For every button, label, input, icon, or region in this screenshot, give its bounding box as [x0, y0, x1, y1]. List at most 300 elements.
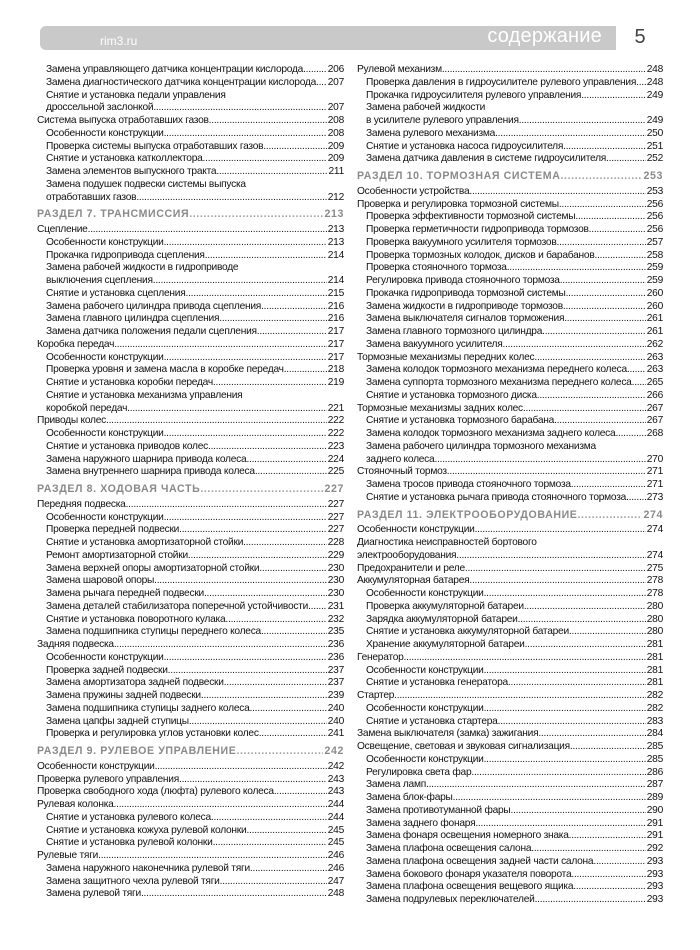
toc-entry-title: Замена подушек подвески системы выпуска: [46, 178, 246, 190]
toc-subentry[interactable]: [357, 881, 663, 894]
toc-entry-title: Замена плафона освещения задней части салона: [366, 855, 594, 867]
dot-leader: [594, 250, 645, 263]
toc-entry-title: Стартер: [357, 690, 395, 701]
toc-subentry[interactable]: [357, 614, 663, 627]
dot-leader: [204, 588, 327, 601]
toc-subentry[interactable]: [37, 614, 344, 627]
toc-subentry[interactable]: [37, 888, 344, 901]
toc-entry-title: Снятие и установка тормозного диска: [366, 389, 537, 401]
toc-entry-page: 253: [646, 185, 663, 197]
toc-entry-title: Особенности конструкции: [366, 702, 484, 714]
toc-entry-page: 248: [327, 888, 344, 900]
toc-subentry[interactable]: [37, 665, 344, 678]
toc-entry-page: 217: [327, 351, 344, 363]
dot-leader: [179, 774, 327, 787]
toc-entry[interactable]: [37, 799, 344, 812]
dot-leader: [484, 703, 646, 716]
toc-subentry[interactable]: [357, 339, 663, 352]
toc-entry-page: 280: [646, 626, 663, 638]
dot-leader: [246, 454, 326, 467]
toc-entry-title: Зарядка аккумуляторной батареи: [366, 613, 518, 625]
toc-subentry[interactable]: [357, 390, 663, 403]
toc-entry[interactable]: [357, 652, 663, 665]
toc-entry-page: 270: [646, 453, 663, 465]
toc-entry-title: Проверка давления в гидроусилителе рулевого управления: [366, 76, 637, 88]
toc-entry-page: 259: [646, 262, 663, 274]
toc-entry-title: Генератор: [357, 651, 404, 663]
toc-subentry[interactable]: [37, 301, 344, 314]
section-title: содержание: [487, 25, 602, 47]
toc-entry[interactable]: [357, 537, 663, 563]
toc-entry-title: Замена датчика положения педали сцепления: [46, 326, 257, 337]
toc-subentry[interactable]: [357, 377, 663, 390]
toc-subentry[interactable]: [357, 665, 663, 678]
toc-subentry[interactable]: [37, 288, 344, 301]
toc-entry-title: Замена элементов выпускного тракта: [46, 166, 217, 177]
toc-subentry[interactable]: [37, 64, 344, 77]
toc-subentry[interactable]: [357, 805, 663, 818]
toc-entry-page: 212: [327, 191, 344, 203]
toc-subentry[interactable]: [37, 690, 344, 703]
toc-entry-title: Замена рабочей жидкости: [366, 102, 486, 114]
toc-subentry[interactable]: [37, 863, 344, 876]
toc-entry-title: Замена противотуманной фары: [366, 804, 511, 816]
toc-subentry[interactable]: [357, 288, 663, 301]
toc-entry-page: 218: [327, 364, 344, 376]
toc-subentry[interactable]: [37, 250, 344, 263]
toc-entry-page: 293: [646, 868, 663, 880]
toc-entry-title: Передняя подвеска: [37, 498, 126, 510]
dot-leader: [465, 563, 646, 576]
toc-subentry[interactable]: [357, 90, 663, 103]
toc-entry-title: Замена диагностического датчика концентрации кислорода: [46, 76, 316, 88]
toc-subentry[interactable]: [357, 754, 663, 767]
toc-entry[interactable]: [37, 774, 344, 787]
toc-entry-page: 273: [646, 491, 663, 503]
toc-subentry[interactable]: [357, 211, 663, 224]
dot-leader: [205, 250, 327, 263]
toc-entry-page: 230: [327, 562, 344, 574]
toc-subentry[interactable]: [37, 588, 344, 601]
toc-subentry[interactable]: [357, 639, 663, 652]
toc-column-right: [357, 64, 663, 907]
toc-subentry[interactable]: [357, 856, 663, 869]
toc-entry-line: [46, 192, 344, 205]
dot-leader: [303, 64, 327, 77]
toc-subentry[interactable]: [357, 441, 663, 467]
dot-leader: [219, 313, 327, 326]
toc-subentry[interactable]: [37, 601, 344, 614]
toc-entry-title: Проверка вакуумного усилителя тормозов: [366, 236, 557, 248]
toc-entry[interactable]: [37, 415, 344, 428]
toc-entry-title: Коробка передач: [37, 338, 115, 350]
toc-subentry[interactable]: [357, 703, 663, 716]
toc-subentry[interactable]: [357, 588, 663, 601]
dot-leader: [453, 792, 646, 805]
toc-entry-title: Замена пружины задней подвески: [46, 690, 201, 701]
toc-entry[interactable]: [357, 690, 663, 703]
toc-entry-title: Замена бокового фонаря указателя поворота: [366, 868, 572, 880]
toc-subentry[interactable]: [357, 601, 663, 614]
toc-entry-title: Снятие и установка рычага привода стояночного тормоза: [366, 491, 627, 503]
toc-subentry[interactable]: [37, 454, 344, 467]
toc-entry-title: Особенности конструкции: [46, 236, 164, 248]
toc-entry-page: 211: [328, 166, 344, 177]
toc-subentry[interactable]: [357, 326, 663, 339]
toc-subentry[interactable]: [37, 825, 344, 838]
toc-entry-title: Особенности конструкции: [357, 524, 475, 536]
dot-leader: [236, 745, 322, 758]
toc-entry-page: 283: [646, 715, 663, 727]
toc-entry-title: Замена жидкости в гидроприводе тормозов: [366, 300, 563, 312]
toc-entry-page: 216: [327, 300, 344, 312]
toc-subentry[interactable]: [357, 262, 663, 275]
toc-subentry[interactable]: [37, 377, 344, 390]
section-heading[interactable]: [37, 745, 344, 758]
toc-entry-page: 250: [646, 127, 663, 139]
toc-subentry[interactable]: [37, 77, 344, 90]
toc-entry-title: Замена датчика давления в системе гидроусилителя: [366, 153, 607, 165]
toc-subentry[interactable]: [37, 524, 344, 537]
toc-subentry[interactable]: [37, 141, 344, 154]
toc-entry[interactable]: [357, 575, 663, 588]
toc-subentry[interactable]: [37, 537, 344, 550]
toc-subentry[interactable]: [357, 792, 663, 805]
dot-leader: [554, 415, 646, 428]
toc-subentry[interactable]: [357, 301, 663, 314]
toc-subentry[interactable]: [357, 767, 663, 780]
toc-subentry[interactable]: [37, 716, 344, 729]
toc-entry-title: Замена колодок тормозного механизма заднего колеса: [366, 428, 616, 439]
toc-subentry[interactable]: [37, 153, 344, 166]
dot-leader: [255, 466, 327, 479]
toc-subentry[interactable]: [357, 364, 663, 377]
toc-subentry[interactable]: [37, 390, 344, 416]
dot-leader: [511, 805, 646, 818]
toc-entry-title: Особенности конструкции: [366, 664, 484, 676]
toc-subentry[interactable]: [357, 153, 663, 166]
toc-subentry[interactable]: [37, 237, 344, 250]
toc-entry-title: Стояночный тормоз: [357, 466, 447, 478]
toc-entry-title: Освещение, световая и звуковая сигнализация: [357, 741, 570, 752]
toc-entry-page: 232: [327, 613, 344, 625]
dot-leader: [208, 441, 327, 454]
toc-subentry[interactable]: [357, 843, 663, 856]
toc-entry-title: Замена верхней опоры амортизаторной стойки: [46, 562, 260, 574]
dot-leader: [186, 288, 327, 301]
toc-entry-title-cont: электрооборудования: [357, 549, 457, 561]
toc-entry-title: Хранение аккумуляторной батареи: [366, 639, 525, 650]
toc-entry-page: 271: [646, 479, 663, 490]
toc-subentry[interactable]: [357, 275, 663, 288]
toc-subentry[interactable]: [357, 779, 663, 792]
dot-leader: [404, 652, 646, 665]
toc-entry-title: Замена управляющего датчика концентрации кислорода: [46, 64, 304, 75]
dot-leader: [484, 754, 646, 767]
toc-entry-title: Регулировка света фар: [366, 766, 472, 778]
section-heading[interactable]: [37, 483, 344, 496]
toc-entry[interactable]: [37, 850, 344, 863]
dot-leader: [141, 888, 327, 901]
toc-entry-title: Сцепление: [37, 224, 88, 235]
toc-subentry[interactable]: [357, 716, 663, 729]
dot-leader: [164, 128, 327, 141]
toc-entry[interactable]: [357, 186, 663, 199]
toc-entry-title: Замена суппорта тормозного механизма переднего колеса: [366, 377, 632, 388]
dot-leader: [469, 186, 645, 199]
toc-entry-page: 278: [646, 588, 663, 599]
toc-entry-title: Замена главного цилиндра сцепления: [46, 313, 220, 325]
toc-entry-title: Тормозные механизмы задних колес: [357, 402, 523, 414]
dot-leader: [566, 288, 646, 301]
toc-subentry[interactable]: [37, 166, 344, 179]
toc-entry-title-cont: выключения сцепления: [46, 275, 153, 286]
toc-subentry[interactable]: [37, 262, 344, 288]
toc-column-left: [37, 64, 344, 901]
toc-entry-page: 217: [327, 326, 344, 337]
toc-entry-page: 251: [646, 140, 663, 152]
toc-entry[interactable]: [357, 728, 663, 741]
toc-subentry[interactable]: [37, 812, 344, 825]
dot-leader: [153, 275, 327, 288]
dot-leader: [571, 869, 645, 882]
toc-subentry[interactable]: [357, 830, 663, 843]
toc-subentry[interactable]: [37, 352, 344, 365]
toc-entry-page: 249: [646, 115, 663, 126]
toc-entry-title: Прокачка гидроусилителя рулевого управления: [366, 89, 582, 101]
toc-entry-title: Особенности конструкции: [46, 651, 164, 663]
toc-subentry[interactable]: [37, 652, 344, 665]
toc-subentry[interactable]: [357, 128, 663, 141]
dot-leader: [164, 428, 327, 441]
toc-entry[interactable]: [37, 639, 344, 652]
toc-entry-page: 280: [646, 613, 663, 625]
toc-subentry[interactable]: [37, 466, 344, 479]
dot-leader: [284, 364, 327, 377]
toc-subentry[interactable]: [357, 141, 663, 154]
toc-entry-page: 236: [327, 651, 344, 663]
toc-entry-title: Снятие и установка катколлектора: [46, 153, 203, 165]
dot-leader: [475, 524, 646, 537]
toc-entry-page: 256: [646, 198, 663, 210]
dot-leader: [537, 390, 646, 403]
toc-entry-title: Диагностика неисправностей бортового: [357, 537, 537, 548]
dot-leader: [213, 837, 327, 850]
toc-entry-page: 245: [327, 837, 344, 849]
section-heading-title: РАЗДЕЛ 9. РУЛЕВОЕ УПРАВЛЕНИЕ: [37, 745, 237, 757]
dot-leader: [259, 563, 326, 576]
toc-subentry[interactable]: [37, 512, 344, 525]
toc-entry-page: 248: [646, 76, 663, 88]
toc-entry[interactable]: [37, 224, 344, 237]
toc-entry[interactable]: [37, 499, 344, 512]
toc-entry[interactable]: [357, 64, 663, 77]
toc-subentry[interactable]: [37, 364, 344, 377]
toc-entry-title: Замена ламп: [366, 779, 426, 791]
toc-entry-page: 216: [327, 313, 344, 325]
toc-entry[interactable]: [357, 563, 663, 576]
toc-entry[interactable]: [357, 524, 663, 537]
dot-leader: [560, 275, 646, 288]
toc-entry-page: 284: [646, 728, 663, 740]
toc-subentry[interactable]: [37, 677, 344, 690]
toc-subentry[interactable]: [37, 326, 344, 339]
toc-subentry[interactable]: [357, 428, 663, 441]
toc-entry-title: Снятие и установка механизма управления: [46, 389, 243, 401]
dot-leader: [274, 786, 327, 799]
toc-entry-title: Особенности конструкции: [37, 760, 155, 772]
toc-entry-title: Особенности конструкции: [366, 588, 484, 599]
toc-entry-page: 243: [327, 773, 344, 785]
toc-subentry[interactable]: [357, 869, 663, 882]
toc-entry-page: 207: [327, 76, 344, 88]
section-heading[interactable]: [357, 509, 663, 522]
toc-subentry[interactable]: [357, 818, 663, 831]
section-heading-title: РАЗДЕЛ 11. ЭЛЕКТРООБОРУДОВАНИЕ: [357, 508, 578, 521]
toc-subentry[interactable]: [357, 479, 663, 492]
toc-entry-title: Задняя подвеска: [37, 639, 114, 650]
dot-leader: [632, 377, 646, 390]
dot-leader: [484, 665, 646, 678]
toc-entry[interactable]: [357, 741, 663, 754]
toc-subentry[interactable]: [37, 179, 344, 205]
toc-entry-title: Регулировка привода стояночного тормоза: [366, 275, 560, 286]
toc-entry-title: Рулевая колонка: [37, 799, 114, 810]
toc-subentry[interactable]: [37, 128, 344, 141]
toc-subentry[interactable]: [37, 728, 344, 741]
toc-entry-page: 268: [646, 428, 663, 439]
toc-subentry[interactable]: [37, 876, 344, 889]
dot-leader: [615, 428, 645, 441]
dot-leader: [495, 128, 646, 141]
toc-entry-title: Проверка эффективности тормозной системы: [366, 211, 576, 223]
toc-subentry[interactable]: [357, 677, 663, 690]
dot-leader: [168, 665, 327, 678]
toc-entry[interactable]: [357, 352, 663, 365]
toc-entry[interactable]: [37, 339, 344, 352]
toc-subentry[interactable]: [357, 102, 663, 128]
dot-leader: [154, 575, 327, 588]
toc-entry-page: 214: [327, 275, 344, 286]
toc-entry-title: Замена заднего фонаря: [366, 817, 476, 829]
toc-subentry[interactable]: [37, 563, 344, 576]
toc-entry-title: Замена плафона освещения салона: [366, 843, 532, 854]
dot-leader: [626, 492, 646, 505]
dot-leader: [508, 677, 646, 690]
toc-subentry[interactable]: [357, 626, 663, 639]
toc-entry[interactable]: [37, 115, 344, 128]
toc-subentry[interactable]: [37, 313, 344, 326]
toc-entry-title: Приводы колес: [37, 415, 106, 427]
toc-entry-title: Замена деталей стабилизатора поперечной устойчивости: [46, 600, 309, 612]
toc-entry-page: 207: [327, 102, 344, 114]
dot-leader: [155, 761, 327, 774]
dot-leader: [153, 102, 326, 115]
toc-subentry[interactable]: [357, 77, 663, 90]
toc-entry-title: Прокачка гидропривода сцепления: [46, 249, 205, 261]
toc-entry-page: 274: [646, 524, 663, 536]
toc-entry-page: 249: [646, 89, 663, 101]
toc-entry-title: Замена цапфы задней ступицы: [46, 715, 189, 727]
toc-subentry[interactable]: [357, 415, 663, 428]
dot-leader: [560, 170, 641, 183]
toc-entry-page: 256: [646, 224, 663, 235]
toc-subentry[interactable]: [37, 550, 344, 563]
toc-entry-page: 267: [646, 415, 663, 427]
section-heading-page: 227: [324, 483, 344, 495]
toc-entry-page: 206: [327, 64, 344, 75]
dot-leader: [524, 601, 646, 614]
toc-entry-page: 227: [327, 524, 344, 536]
toc-subentry[interactable]: [37, 575, 344, 588]
toc-entry-page: 267: [646, 402, 663, 414]
toc-subentry[interactable]: [357, 894, 663, 907]
dot-leader: [581, 90, 646, 103]
toc-entry-title: Проверка тормозных колодок, дисков и барабанов: [366, 249, 595, 261]
toc-entry-title: Снятие и установка сцепления: [46, 287, 186, 299]
toc-entry[interactable]: [37, 786, 344, 799]
dot-leader: [525, 639, 646, 652]
toc-entry-title: Снятие и установка поворотного кулака: [46, 613, 226, 625]
toc-entry-title: Замена колодок тормозного механизма переднего колеса: [366, 364, 627, 376]
dot-leader: [126, 499, 327, 512]
toc-entry[interactable]: [357, 403, 663, 416]
page-header: [0, 22, 700, 52]
dot-leader: [519, 115, 646, 128]
toc-subentry[interactable]: [357, 224, 663, 237]
toc-subentry[interactable]: [37, 428, 344, 441]
dot-leader: [456, 550, 645, 563]
toc-entry-title-cont: дроссельной заслонкой: [46, 102, 154, 114]
toc-subentry[interactable]: [357, 250, 663, 263]
dot-leader: [577, 509, 641, 522]
toc-entry-title: Замена защитного чехла рулевой тяги: [46, 875, 220, 887]
toc-entry-page: 293: [646, 894, 663, 905]
dot-leader: [542, 326, 646, 339]
dot-leader: [535, 894, 646, 907]
dot-leader: [188, 550, 327, 563]
section-heading-title: РАЗДЕЛ 8. ХОДОВАЯ ЧАСТЬ: [37, 483, 201, 495]
toc-entry-page: 236: [327, 639, 344, 650]
toc-subentry[interactable]: [357, 492, 663, 505]
toc-subentry[interactable]: [37, 837, 344, 850]
toc-entry-page: 244: [327, 799, 344, 810]
toc-subentry[interactable]: [37, 626, 344, 639]
toc-entry[interactable]: [357, 199, 663, 212]
toc-subentry[interactable]: [357, 237, 663, 250]
toc-entry-line: [46, 403, 344, 416]
toc-entry-page: 285: [646, 741, 663, 752]
toc-entry-page: 228: [327, 537, 344, 548]
toc-subentry[interactable]: [37, 90, 344, 116]
dot-leader: [503, 339, 646, 352]
toc-entry-title: Проверка и регулировка тормозной системы: [357, 198, 559, 210]
dot-leader: [484, 588, 646, 601]
toc-entry-title: Замена наружного шарнира привода колеса: [46, 453, 247, 465]
dot-leader: [209, 115, 327, 128]
toc-subentry[interactable]: [37, 441, 344, 454]
toc-entry[interactable]: [357, 466, 663, 479]
toc-entry[interactable]: [37, 761, 344, 774]
dot-leader: [606, 153, 646, 166]
section-heading[interactable]: [357, 170, 663, 183]
toc-subentry[interactable]: [37, 703, 344, 716]
page-number: 5: [634, 26, 646, 48]
toc-entry-title: Снятие и установка насоса гидроусилителя: [366, 140, 564, 152]
toc-subentry[interactable]: [357, 313, 663, 326]
dot-leader: [563, 141, 646, 154]
section-heading[interactable]: [37, 208, 344, 221]
